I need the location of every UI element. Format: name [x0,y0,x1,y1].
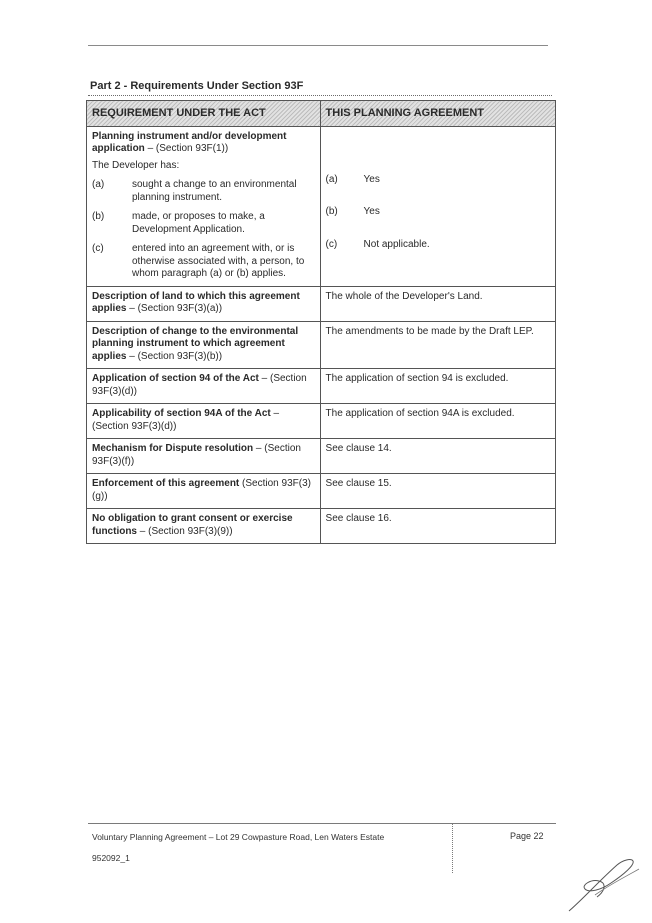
list-item [92,243,315,281]
table-row [87,126,556,286]
requirement-bold: No obligation to grant consent or exercise functions [92,513,293,537]
answer-item [326,239,550,252]
document-reference: 952092_1 [92,853,130,863]
answer-cell: See clause 14. [320,439,555,474]
header-requirement: REQUIREMENT UNDER THE ACT [87,101,321,127]
requirement-section: – (Section 93F(3)(d)) [92,373,307,397]
answer-cell: The amendments to be made by the Draft LEP. [320,321,555,369]
answer-cell: See clause 16. [320,509,555,544]
requirement-bold: Description of land to which this agreement applies [92,290,300,314]
answer-text: Yes [363,173,380,185]
requirement-bold: Applicability of section 94A of the Act [92,408,271,419]
header-planning-agreement: THIS PLANNING AGREEMENT [320,101,555,127]
requirement-bold: Planning instrument and/or development application [92,130,287,154]
signature-mark [565,855,643,915]
page-number: Page 22 [510,831,544,841]
answer-item [326,206,550,219]
requirement-section: – (Section 93F(3)(9)) [137,525,233,537]
table-row [87,369,556,404]
table-row [87,474,556,509]
part-title-rule [88,95,552,96]
item-label: (a) [92,179,105,190]
answer-label: (c) [325,238,338,250]
table-row [87,509,556,544]
item-label: (c) [92,243,104,254]
item-text: made, or proposes to make, a Development Application. [132,211,265,235]
footer-divider [452,823,453,873]
requirement-cell [87,509,321,544]
requirement-cell [87,439,321,474]
answer-text: Yes [363,206,380,217]
top-rule [88,45,548,46]
footer-title: Voluntary Planning Agreement – Lot 29 Cowpasture Road, Len Waters Estate [92,832,385,842]
requirement-section: – (Section 93F(1)) [144,143,229,154]
answer-text: Not applicable. [363,238,430,250]
requirement-cell [87,126,321,286]
requirement-section: – (Section 93F(3)(a)) [126,303,223,314]
table-row [87,321,556,369]
footer-rule [88,823,556,824]
requirement-bold: Mechanism for Dispute resolution [92,443,254,454]
answer-cell: The application of section 94 is excluded. [320,369,555,404]
requirement-cell [87,474,321,509]
list-item [92,179,315,204]
table-row [87,439,556,474]
requirement-bold: Description of change to the environmental planning instrument to which agreement applies [92,325,299,362]
answer-label: (a) [325,173,338,185]
answer-label: (b) [325,206,338,217]
part-title: Part 2 - Requirements Under Section 93F [90,80,304,92]
requirement-cell [87,369,321,404]
list-item [92,211,315,236]
item-text: entered into an agreement with, or is otherwise associated with, a person, to whom paragraph (a) or (b) applies. [132,243,305,279]
answer-cell: The whole of the Developer's Land. [320,286,555,321]
signature-stroke [569,860,633,911]
requirement-intro: The Developer has: [92,159,180,171]
requirement-bold: Enforcement of this agreement [92,478,240,489]
answer-cell: See clause 15. [320,474,555,509]
requirement-cell [87,404,321,439]
requirement-heading [92,131,315,156]
requirement-section: – (Section 93F(3)(f)) [92,443,301,467]
answer-cell: The application of section 94A is excluded. [320,404,555,439]
item-text: sought a change to an environmental planning instrument. [132,179,297,203]
table-row [87,286,556,321]
requirement-section: – (Section 93F(3)(b)) [126,350,223,362]
table-row [87,404,556,439]
requirement-bold: Application of section 94 of the Act [92,373,259,384]
requirement-cell [87,286,321,321]
table-header-row [87,101,556,127]
item-label: (b) [92,211,105,222]
requirements-table [86,100,556,544]
requirement-section: – (Section 93F(3)(d)) [92,408,280,432]
answer-cell [320,126,555,286]
requirement-section: (Section 93F(3)(g)) [92,478,311,502]
answer-item [326,174,550,187]
requirement-cell [87,321,321,369]
